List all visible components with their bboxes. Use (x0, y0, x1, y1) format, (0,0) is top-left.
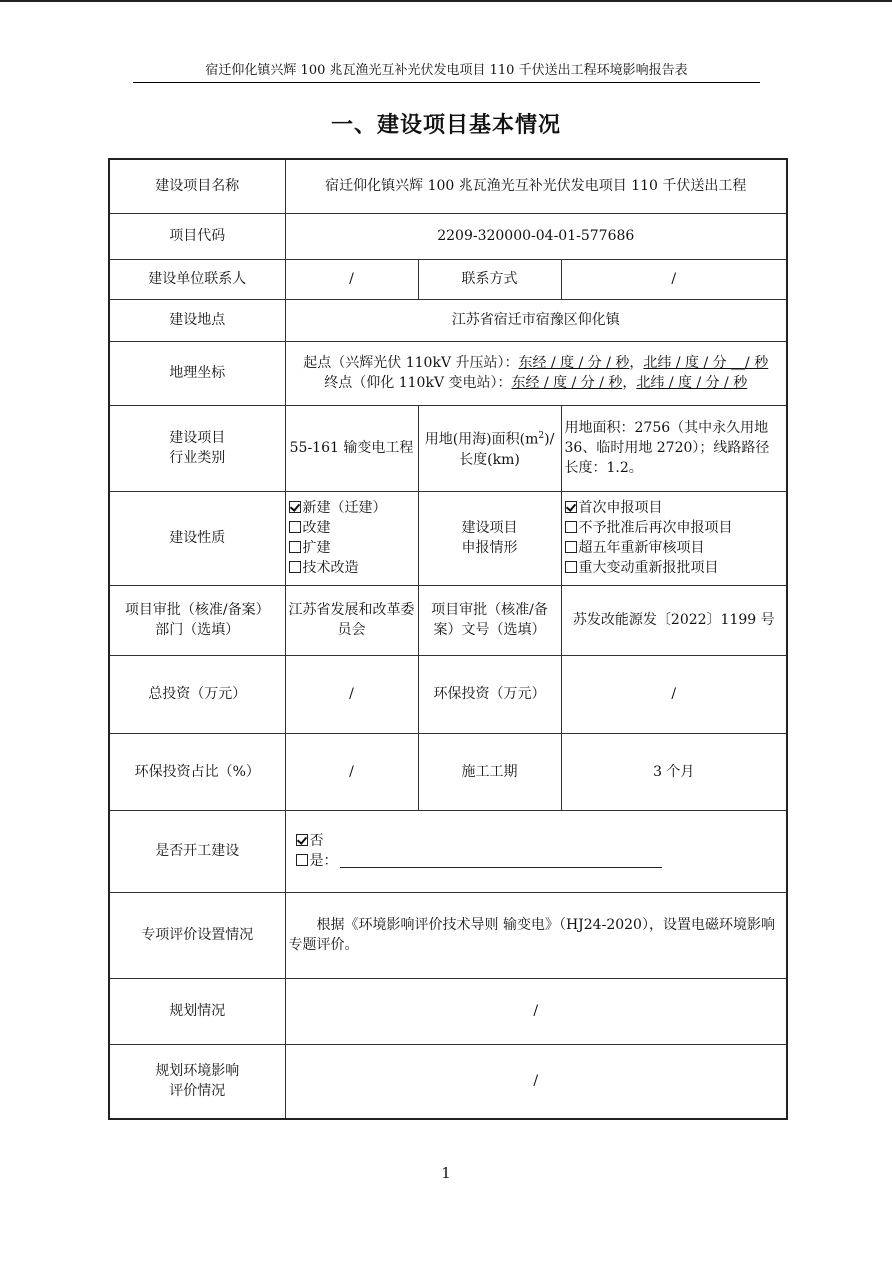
nature-option-label: 技术改造 (302, 560, 359, 576)
coord-end-prefix: 终点（仰化 110kV 变电站）： (324, 375, 512, 391)
value-project-code: 2209-320000-04-01-577686 (285, 213, 787, 259)
value-contact-method: / (561, 259, 787, 299)
label-area-sup: 2 (538, 431, 545, 442)
checked-box-icon (289, 501, 301, 513)
row-planning (109, 978, 787, 1044)
nature-option-rebuild (289, 518, 415, 538)
value-approval-doc: 苏发改能源发〔2022〕1199 号 (561, 585, 787, 655)
label-started: 是否开工建设 (109, 810, 285, 892)
nature-option-tech (289, 558, 415, 578)
declaration-option-major-change (565, 558, 784, 578)
options-nature (285, 491, 418, 585)
label-area (418, 405, 561, 491)
coord-end-latitude: 北纬 / 度 / 分 / 秒 (636, 375, 748, 391)
unchecked-box-icon (565, 541, 577, 553)
nature-option-label: 改建 (302, 520, 331, 536)
row-planning-env (109, 1044, 787, 1119)
label-planning: 规划情况 (109, 978, 285, 1044)
unchecked-box-icon (289, 561, 301, 573)
coord-start-latitude: 北纬 / 度 / 分 __/ 秒 (643, 355, 769, 371)
value-contact-person: / (285, 259, 418, 299)
row-project-name (109, 159, 787, 213)
top-border-line (0, 0, 892, 2)
label-planning-env-line2: 评价情况 (169, 1083, 226, 1100)
started-option-yes-label: 是： (309, 853, 338, 869)
declaration-option-label: 重大变动重新报批项目 (578, 560, 719, 576)
value-env-investment: / (561, 655, 787, 733)
label-area-post: )/长度(km) (459, 431, 555, 468)
value-project-name: 宿迁仰化镇兴辉 100 兆瓦渔光互补光伏发电项目 110 千伏送出工程 (285, 159, 787, 213)
declaration-option-label: 超五年重新审核项目 (578, 540, 705, 556)
started-option-no (296, 831, 784, 851)
label-industry-line2: 行业类别 (169, 450, 226, 466)
label-contact-person: 建设单位联系人 (109, 259, 285, 299)
value-special-eval: 根据《环境影响评价技术导则 输变电》（HJ24-2020），设置电磁环境影响专题评价。 (285, 892, 787, 978)
label-planning-env (109, 1044, 285, 1119)
label-project-code: 项目代码 (109, 213, 285, 259)
nature-option-new (289, 498, 415, 518)
coord-start-prefix: 起点（兴辉光伏 110kV 升压站）： (303, 355, 519, 371)
label-nature: 建设性质 (109, 491, 285, 585)
coord-end-separator: ， (622, 375, 637, 391)
options-declaration (561, 491, 787, 585)
label-area-pre: 用地(用海)面积(m (424, 431, 539, 448)
label-total-investment: 总投资（万元） (109, 655, 285, 733)
declaration-option-five-years (565, 538, 784, 558)
label-approval-dept: 项目审批（核准/备案）部门（选填） (109, 585, 285, 655)
row-coordinates (109, 341, 787, 405)
unchecked-box-icon (289, 541, 301, 553)
label-project-name: 建设项目名称 (109, 159, 285, 213)
unchecked-box-icon (565, 561, 577, 573)
row-started (109, 810, 787, 892)
value-construction-period: 3 个月 (561, 733, 787, 810)
row-nature (109, 491, 787, 585)
row-contact (109, 259, 787, 299)
nature-option-label: 新建（迁建） (302, 500, 387, 516)
row-special-eval (109, 892, 787, 978)
value-started (285, 810, 787, 892)
section-title: 一、建设项目基本情况 (330, 113, 561, 138)
page-number: 1 (441, 1164, 451, 1182)
header-rule (133, 82, 760, 83)
value-total-investment: / (285, 655, 418, 733)
nature-option-label: 扩建 (302, 540, 331, 556)
value-coordinates (285, 341, 787, 405)
checked-box-icon (296, 834, 308, 846)
label-construction-period: 施工工期 (418, 733, 561, 810)
started-option-no-label: 否 (309, 833, 324, 849)
row-approval (109, 585, 787, 655)
label-env-investment: 环保投资（万元） (418, 655, 561, 733)
coord-start-line (289, 353, 784, 373)
label-industry (109, 405, 285, 491)
coord-end-line (289, 373, 784, 393)
value-approval-dept: 江苏省发展和改革委员会 (285, 585, 418, 655)
label-planning-env-line1: 规划环境影响 (155, 1063, 240, 1080)
label-approval-doc: 项目审批（核准/备案）文号（选填） (418, 585, 561, 655)
label-declaration-line1: 建设项目 (461, 520, 518, 536)
coord-start-separator: ， (629, 355, 644, 371)
started-option-yes (296, 851, 784, 871)
row-investment (109, 655, 787, 733)
unchecked-box-icon (296, 854, 308, 866)
value-env-ratio: / (285, 733, 418, 810)
label-contact-method: 联系方式 (418, 259, 561, 299)
label-declaration (418, 491, 561, 585)
value-area: 用地面积：2756（其中永久用地36、临时用地 2720）；线路路径长度：1.2。 (561, 405, 787, 491)
value-planning: / (285, 978, 787, 1044)
declaration-option-label: 首次申报项目 (578, 500, 663, 516)
label-special-eval: 专项评价设置情况 (109, 892, 285, 978)
nature-option-expand (289, 538, 415, 558)
label-industry-line1: 建设项目 (169, 430, 226, 446)
value-planning-env: / (285, 1044, 787, 1119)
declaration-option-label: 不予批准后再次申报项目 (578, 520, 733, 536)
row-industry (109, 405, 787, 491)
unchecked-box-icon (289, 521, 301, 533)
blank-fill-line (340, 853, 662, 868)
label-coordinates: 地理坐标 (109, 341, 285, 405)
label-location: 建设地点 (109, 299, 285, 341)
value-location: 江苏省宿迁市宿豫区仰化镇 (285, 299, 787, 341)
row-env-ratio (109, 733, 787, 810)
declaration-option-resubmit (565, 518, 784, 538)
running-header: 宿迁仰化镇兴辉 100 兆瓦渔光互补光伏发电项目 110 千伏送出工程环境影响报告表 (205, 63, 688, 78)
value-industry: 55-161 输变电工程 (285, 405, 418, 491)
unchecked-box-icon (565, 521, 577, 533)
coord-start-longitude: 东经 / 度 / 分 / 秒 (518, 355, 630, 371)
label-env-ratio: 环保投资占比（%） (109, 733, 285, 810)
checked-box-icon (565, 501, 577, 513)
project-info-table (108, 158, 788, 1120)
label-declaration-line2: 申报情形 (461, 540, 518, 556)
coord-end-longitude: 东经 / 度 / 分 / 秒 (511, 375, 623, 391)
row-project-code (109, 213, 787, 259)
row-location (109, 299, 787, 341)
declaration-option-first (565, 498, 784, 518)
